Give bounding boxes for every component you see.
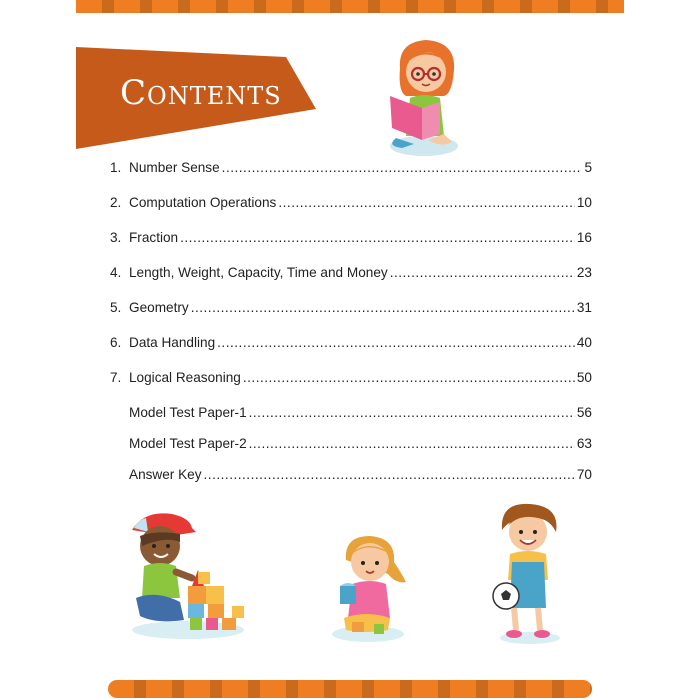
girl-playing-illustration: [326, 530, 410, 644]
girl-reading-illustration: [382, 36, 466, 158]
table-of-contents: [110, 160, 592, 498]
entry-page: 50: [576, 370, 592, 385]
entry-title: Computation Operations: [129, 195, 277, 210]
entry-title: Model Test Paper-1: [129, 405, 247, 420]
toc-entry[interactable]: 6. Data Handling ..... 40: [110, 335, 592, 370]
top-stripe: [76, 0, 624, 13]
toc-entry[interactable]: 5. Geometry ..... 31: [110, 300, 592, 335]
entry-page: 31: [576, 300, 592, 315]
toc-entry[interactable]: [110, 405, 592, 436]
entry-title: Answer Key: [129, 467, 202, 482]
entry-title: Number Sense: [129, 160, 220, 175]
toc-entry[interactable]: 4. Length, Weight, Capacity, Time and Money ..... 23: [110, 265, 592, 300]
bottom-stripe: [108, 680, 592, 698]
toc-entry[interactable]: [110, 467, 592, 498]
toc-entry[interactable]: 3. Fraction ..... 16: [110, 230, 592, 265]
entry-page: 23: [576, 265, 592, 280]
entry-title: Data Handling: [129, 335, 216, 350]
entry-page: 70: [576, 467, 592, 482]
entry-title: Fraction: [129, 230, 179, 245]
entry-page: 16: [576, 230, 592, 245]
entry-page: 40: [576, 335, 592, 350]
entry-page: 5: [584, 160, 592, 175]
entry-page: 56: [576, 405, 592, 420]
entry-title: Length, Weight, Capacity, Time and Money: [129, 265, 388, 280]
entry-title: Model Test Paper-2: [129, 436, 247, 451]
boy-with-blocks-illustration: [126, 506, 256, 642]
toc-entry[interactable]: 2. Computation Operations ..... 10: [110, 195, 592, 230]
entry-page: 63: [576, 436, 592, 451]
boy-with-football-illustration: [488, 500, 568, 646]
page-title: Contents: [120, 73, 282, 113]
entry-title: Logical Reasoning: [129, 370, 241, 385]
toc-entry[interactable]: 7. Logical Reasoning ..... 50: [110, 370, 592, 405]
toc-entry[interactable]: 1. Number Sense ..... 5: [110, 160, 592, 195]
toc-entry[interactable]: [110, 436, 592, 467]
entry-title: Geometry: [129, 300, 189, 315]
entry-page: 10: [576, 195, 592, 210]
